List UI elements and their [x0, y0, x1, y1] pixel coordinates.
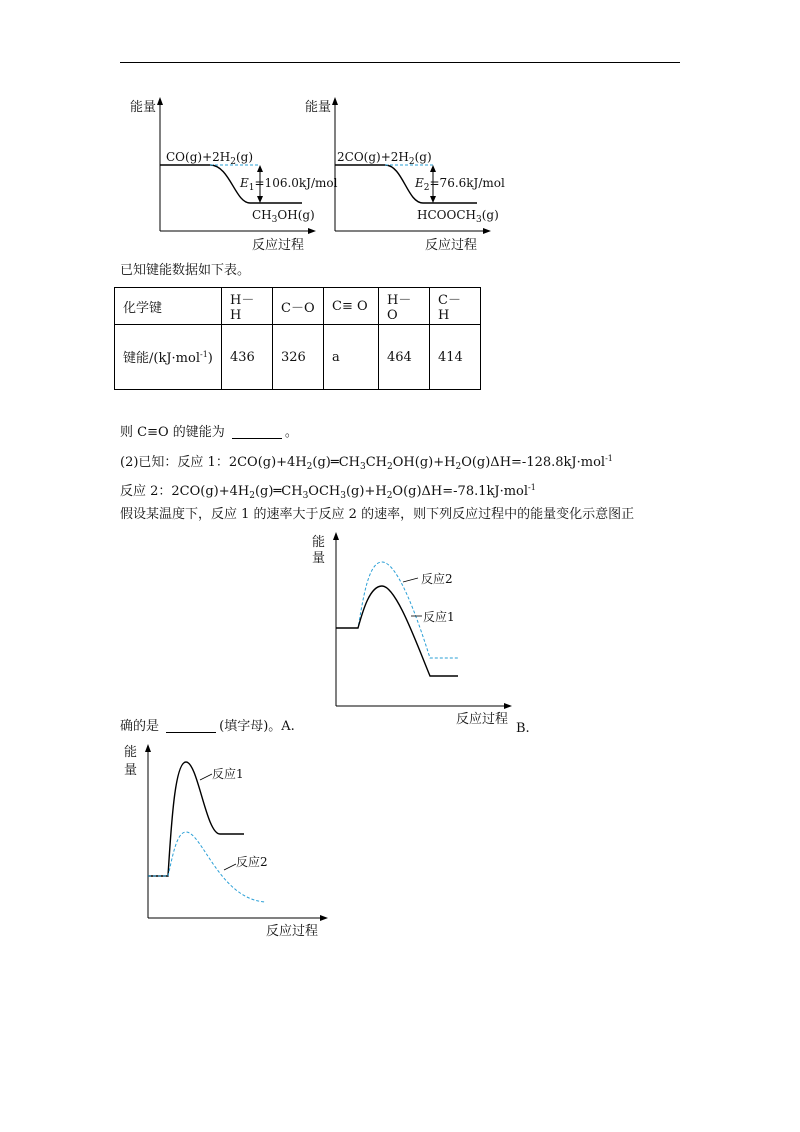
table-header-cell: C－H: [430, 288, 481, 325]
graphA-x-axis: 反应过程: [456, 712, 509, 727]
energy-diagram-2: [295, 95, 505, 255]
table-cell: 414: [430, 325, 481, 390]
table-header-cell: H－O: [379, 288, 430, 325]
graphB-y-bottom: 量: [124, 763, 138, 778]
energy-diagram-1: [120, 95, 338, 255]
diagram1-reactant: $CO(g)+2H_2(g)$: [166, 150, 253, 167]
energy-graph-a: [308, 530, 528, 730]
header-rule: [120, 62, 680, 63]
table-header-cell: H－H: [222, 288, 273, 325]
diagram2-product: $HCOOCH_3(g)$: [417, 208, 499, 225]
energy-graph-b: [120, 740, 340, 940]
diagram2-x-axis: 反应过程: [425, 238, 478, 253]
diagram1-product: $CH_3OH(g)$: [252, 208, 315, 225]
table-header-cell: C≡ O: [324, 288, 379, 325]
question2-line4: 确的是 (填字母)。A.: [120, 719, 295, 734]
bond-energy-table: [114, 287, 481, 390]
diagram1-x-axis: 反应过程: [252, 238, 305, 253]
table-cell: 326: [273, 325, 324, 390]
diagram2-y-axis: 能量: [305, 100, 332, 115]
table-cell: 436: [222, 325, 273, 390]
table-intro: 已知键能数据如下表。: [120, 263, 251, 278]
table-header-row: [115, 288, 481, 325]
graphA-curve2-label: 反应2: [421, 572, 453, 586]
table-header-cell: C－O: [273, 288, 324, 325]
table-row: [115, 325, 481, 390]
question2-line3: 假设某温度下，反应 1 的速率大于反应 2 的速率，则下列反应过程中的能量变化示意图正: [120, 507, 635, 522]
question1-line: 则 C≡O 的键能为 。: [120, 425, 298, 440]
question2-line1: (2)已知：反应 1：$2CO(g)+4H_2(g)═CH_3CH_2OH(g)+H_2O(g)\Delta H=-128.8kJ\cdot mol^{-1}$: [120, 454, 613, 472]
graphA-y-bottom: 量: [312, 551, 326, 566]
question2-line2: 反应 2：$2CO(g)+4H_2(g)═CH_3OCH_3(g)+H_2O(g)\Delta H=-78.1kJ\cdot mol^{-1}$: [120, 483, 536, 501]
graphB-y-top: 能: [124, 745, 138, 760]
table-cell: a: [324, 325, 379, 390]
answer-blank-2[interactable]: [166, 718, 216, 733]
diagram2-energy-label: $E_2=76.6kJ$/mol: [415, 176, 505, 193]
table-header-cell: 化学键: [115, 288, 222, 325]
graphA-y-top: 能: [312, 535, 326, 550]
option-b-label: B.: [516, 721, 530, 736]
table-cell: 464: [379, 325, 430, 390]
table-row-label: 键能/(kJ·mol$^{-1}$): [115, 325, 222, 390]
diagram1-energy-label: $E_1=106.0kJ$/mol: [240, 176, 338, 193]
diagram1-y-axis: 能量: [130, 100, 157, 115]
diagram2-reactant: $2CO(g)+2H_2(g)$: [337, 150, 432, 167]
graphA-curve1-label: 反应1: [423, 610, 455, 624]
answer-blank-1[interactable]: [232, 424, 282, 439]
graphB-curve1-label: 反应1: [212, 767, 244, 781]
graphB-curve2-label: 反应2: [236, 855, 268, 869]
graphB-x-axis: 反应过程: [266, 924, 319, 939]
